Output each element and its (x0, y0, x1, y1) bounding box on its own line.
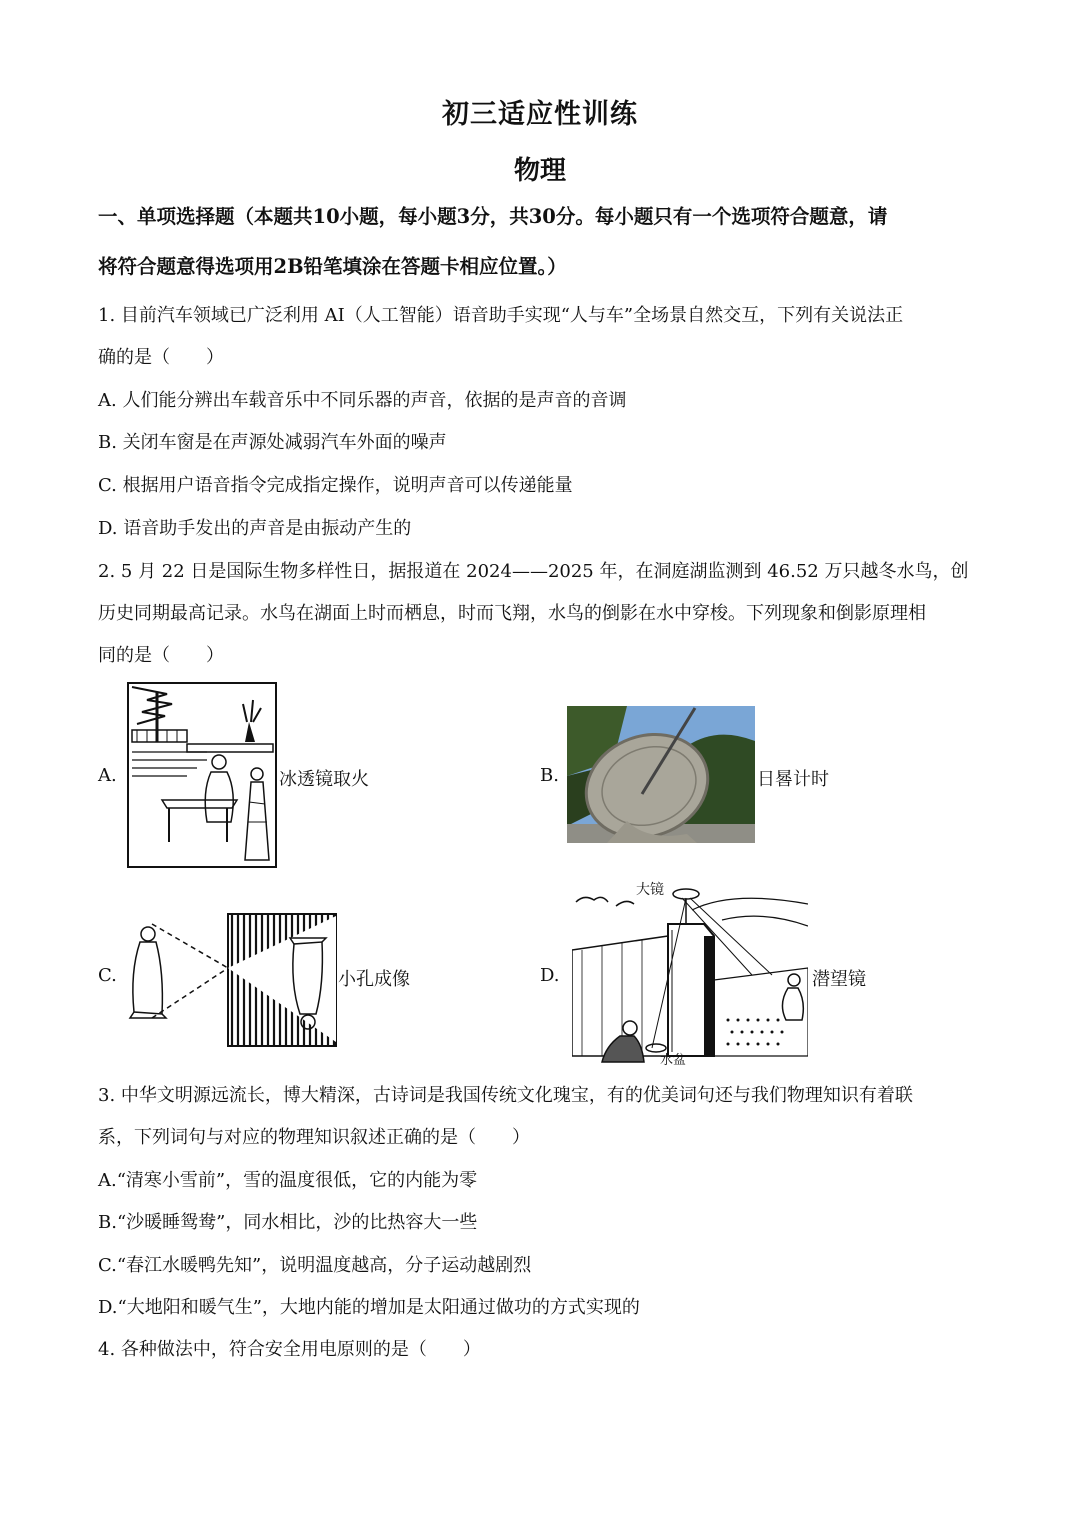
q2-figure-d-mirror-label: 大镜 (636, 882, 664, 898)
sundial-photo-icon (567, 706, 755, 843)
q3-stem-line-2: 系，下列词句与对应的物理知识叙述正确的是（ ） (98, 1127, 530, 1148)
q2-figure-a-label: A. (98, 765, 117, 786)
section-heading-line-1: 一、单项选择题（本题共10小题，每小题3分，共30分。每小题只有一个选项符合题意，请 (98, 205, 888, 228)
q1-stem-line-2: 确的是（ ） (98, 347, 224, 368)
q2-stem-line-2: 历史同期最高记录。水鸟在湖面上时而栖息，时而飞翔，水鸟的倒影在水中穿梭。下列现象和倒影原理相 (98, 603, 926, 624)
section-heading-line-2: 将符合题意得选项用2B铅笔填涂在答题卡相应位置。） (98, 255, 567, 278)
q2-figure-c-caption: 小孔成像 (338, 969, 410, 990)
q1-option-c: C. 根据用户语音指令完成指定操作，说明声音可以传递能量 (98, 475, 573, 496)
q3-option-c: C.“春江水暖鸭先知”，说明温度越高，分子运动越剧烈 (98, 1255, 532, 1276)
exam-title: 初三适应性训练 (442, 99, 638, 130)
q2-figure-d-basin-label: 水盆 (660, 1053, 687, 1066)
q3-option-b: B.“沙暖睡鸳鸯”，同水相比，沙的比热容大一些 (98, 1212, 478, 1233)
q2-figure-b-label: B. (540, 765, 559, 786)
q2-figure-b-caption: 日晷计时 (757, 769, 829, 790)
q3-stem-line-1: 3. 中华文明源远流长，博大精深，古诗词是我国传统文化瑰宝，有的优美词句还与我们物理知识有着联 (98, 1085, 913, 1106)
ancient-periscope-illustration-icon (572, 880, 808, 1066)
q2-figure-c-label: C. (98, 965, 117, 986)
q2-stem-line-1: 2. 5 月 22 日是国际生物多样性日，据报道在 2024——2025 年，在洞庭湖监测到 46.52 万只越冬水鸟，创 (98, 561, 969, 582)
q2-figure-d-caption: 潜望镜 (812, 969, 866, 990)
ancient-scholars-illustration-icon (127, 682, 277, 868)
q2-figure-d-label: D. (540, 965, 560, 986)
pinhole-camera-diagram-icon (122, 912, 338, 1048)
q1-stem-line-1: 1. 目前汽车领域已广泛利用 AI（人工智能）语音助手实现“人与车”全场景自然交互，下列有关说法正 (98, 305, 904, 326)
q4-stem-line-1: 4. 各种做法中，符合安全用电原则的是（ ） (98, 1339, 481, 1360)
subject-title: 物理 (513, 156, 566, 186)
q1-option-d: D. 语音助手发出的声音是由振动产生的 (98, 518, 412, 539)
q2-stem-line-3: 同的是（ ） (98, 645, 224, 666)
q2-figure-a-caption: 冰透镜取火 (279, 769, 369, 790)
q3-option-a: A.“清寒小雪前”，雪的温度很低，它的内能为零 (98, 1170, 478, 1191)
q3-option-d: D.“大地阳和暖气生”，大地内能的增加是太阳通过做功的方式实现的 (98, 1297, 640, 1318)
q1-option-a: A. 人们能分辨出车载音乐中不同乐器的声音，依据的是声音的音调 (98, 390, 627, 411)
q1-option-b: B. 关闭车窗是在声源处减弱汽车外面的噪声 (98, 432, 447, 453)
